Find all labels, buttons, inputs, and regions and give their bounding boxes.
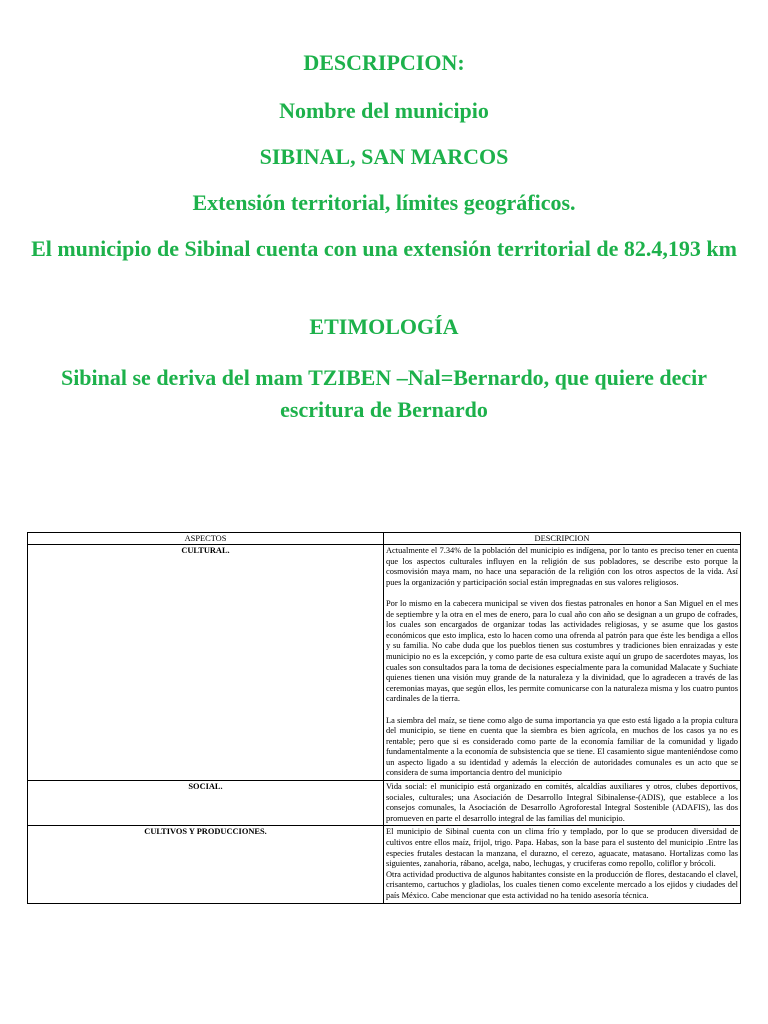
etimologia-block (0, 312, 768, 426)
aspect-cultural: CULTURAL. (28, 545, 384, 781)
header-descripcion: DESCRIPCION (384, 533, 741, 545)
descripcion-title: DESCRIPCION: (303, 50, 465, 75)
description-heading-block (0, 48, 768, 264)
table-header-row (28, 533, 741, 545)
aspect-cultivos: CULTIVOS Y PRODUCCIONES. (28, 826, 384, 903)
desc-cultural (384, 545, 741, 781)
table-row (28, 545, 741, 781)
etimologia-text: Sibinal se deriva del mam TZIBEN –Nal=Bernardo, que quiere decir escritura de Bernardo (60, 365, 708, 422)
desc-paragraph: Por lo mismo en la cabecera municipal se viven dos fiestas patronales en honor a San Miguel en el mes de septiembre y la otra en el mes de enero, para lo cual año con año se designan a un grupo de cofrades, los cuales son encargados de organizar todas las actividades religiosas, y se asume que los gastos económicos que esto implica, esto lo hacen como una ofrenda al patrón para que éste les bendiga a ellos y su familia. No cabe duda que los pueblos tienen sus costumbres y tradiciones bien enraizadas y este municipio no es la excepción, y como parte de esa cultura existe aquí un grupo de sacerdotes mayas, los cuales son consultados para la toma de decisiones especialmente para la comunidad Malacate y Suchiate quienes tienen una visión muy grande de la naturaleza y la divinidad, que lo agradecen a través de las ceremonias mayas, que según ellos, les permite comunicarse con la naturaleza misma y los cuatro puntos cardinales de la tierra. (386, 598, 738, 704)
table-row (28, 781, 741, 826)
municipio-name: SIBINAL, SAN MARCOS (259, 144, 509, 169)
desc-paragraph: El municipio de Sibinal cuenta con un clima frío y templado, por lo que se producen diversidad de cultivos entre ellos maíz, frijol, trigo. Papa. Habas, son la base para el sustento del municipio .Entre las especies frutales destacan la manzana, el durazno, el cerezo, aguacate, matasano. Hortalizas como las siguientes, zanahoria, rábano, acelga, nabo, lechugas, y cruciferas como repollo, coliflor y brócoli. Otra actividad productiva de algunos habitantes consiste en la producción de flores, destacando el clavel, crisantemo, cartuchos y gladiolas, los cuales tienen como excelente mercado a los ejidos y ciudades del país México. Cabe mencionar que esta actividad no ha tenido asesoría técnica. (386, 827, 738, 900)
desc-paragraph: La siembra del maíz, se tiene como algo de suma importancia ya que esto está ligado a la propia cultura del municipio, se tiene en cuenta que la siembra es bien agrícola, en muchos de los casos ya no es rentable; pero que si es considerado como parte de la economía familiar de la comunidad y ligado fundamentalmente a la economía de subsistencia que se tiene. El casamiento sigue manteniéndose como un aspecto ligado a su identidad y además la elección de autoridades comunales es un acto que se considera de suma importancia dentro del municipio (386, 715, 738, 778)
desc-cultivos (384, 826, 741, 903)
table-row (28, 826, 741, 903)
header-aspectos: ASPECTOS (28, 533, 384, 545)
desc-paragraph: Vida social: el municipio está organizado en comités, alcaldías auxiliares y otros, clubes deportivos, sociales, culturales; una Asociación de Desarrollo Integral Sibinalense-(ADIS), que establece a los consejos comunales, la Asociación de Desarrollo Agroforestal Integral Sostenible (ADAFIS), las dos promueven en parte el desarrollo integral de las familias del municipio. (386, 782, 738, 823)
extension-text: El municipio de Sibinal cuenta con una extensión territorial de 82.4,193 km (31, 236, 737, 261)
desc-social (384, 781, 741, 826)
aspects-table (27, 532, 741, 904)
aspect-social: SOCIAL. (28, 781, 384, 826)
nombre-municipio-label: Nombre del municipio (279, 98, 489, 123)
extension-label: Extensión territorial, límites geográficos. (192, 190, 576, 215)
etimologia-title: ETIMOLOGÍA (309, 314, 459, 339)
desc-paragraph: Actualmente el 7.34% de la población del municipio es indígena, por lo tanto es preciso tener en cuenta que los aspectos culturales influyen en la religión de sus pobladores, se describe esto porque la cosmovisión maya mam, no hace una separación de la religión con los otros aspectos de la vida. Así pues la organización y participación social están impregnadas en sus valores religiosos. (386, 546, 738, 587)
